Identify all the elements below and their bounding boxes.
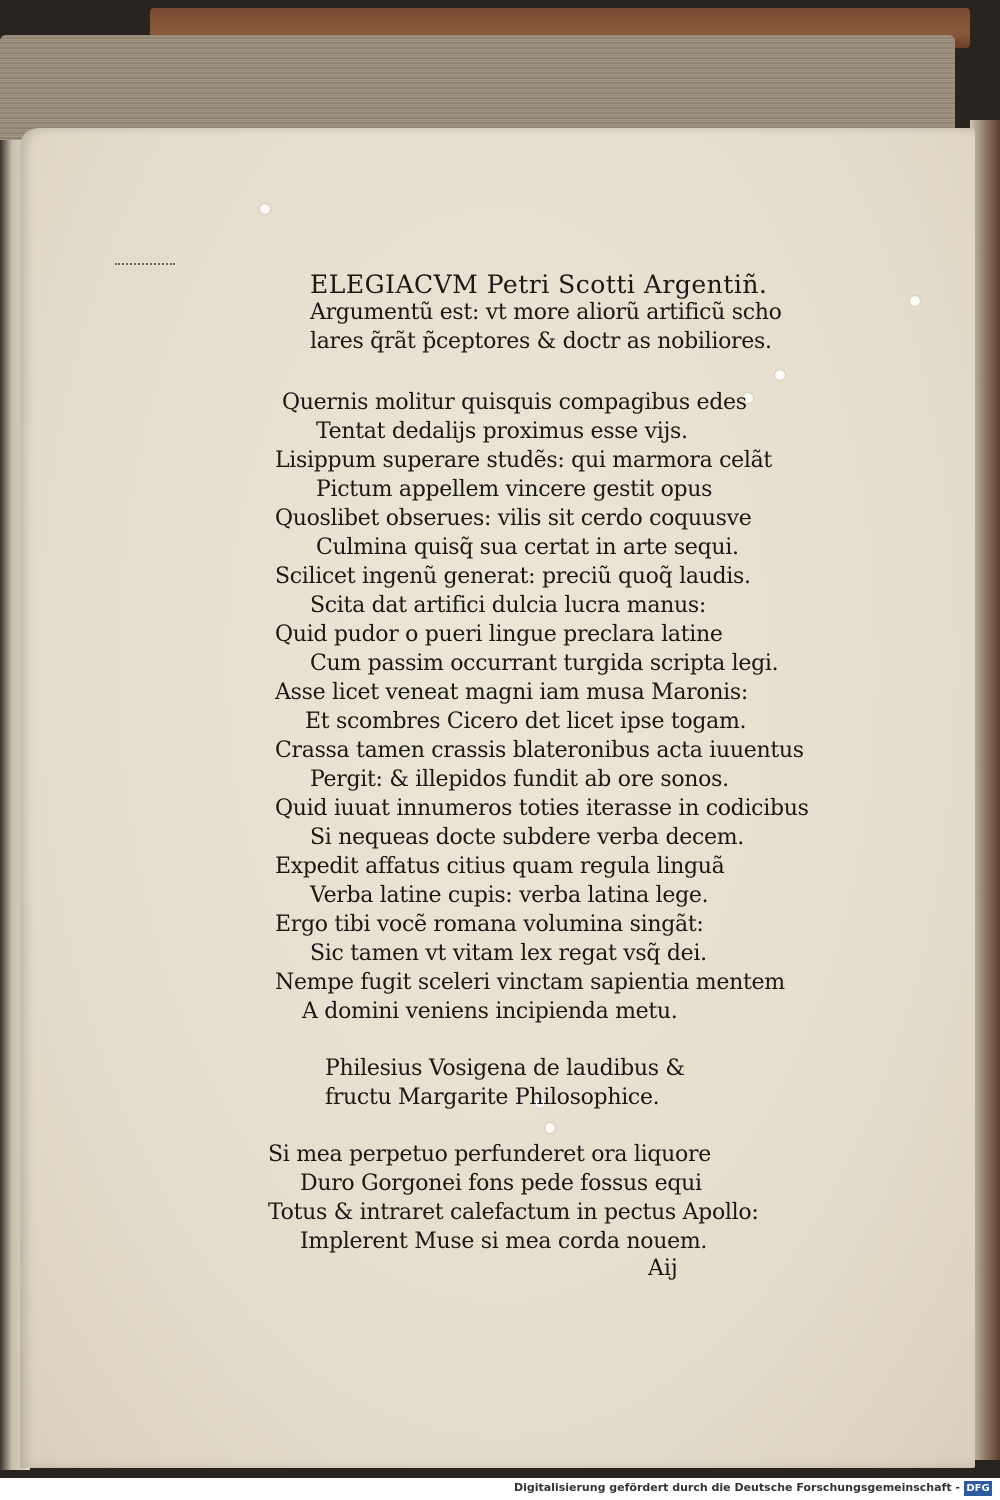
- section-heading-2: fructu Margarite Philosophice.: [325, 1085, 660, 1110]
- poem-line: Duro Gorgonei fons pede fossus equi: [300, 1171, 702, 1196]
- heading-title: ELEGIACVM Petri Scotti Argentiñ.: [310, 270, 768, 299]
- poem-line: Quoslibet obserues: vilis sit cerdo coquusve: [275, 506, 752, 531]
- poem-line: Si mea perpetuo perfunderet ora liquore: [268, 1142, 711, 1167]
- poem-line: Totus & intraret calefactum in pectus Apollo:: [268, 1200, 759, 1225]
- page-text: [20, 128, 975, 1468]
- poem-line: Quid pudor o pueri lingue preclara latine: [275, 622, 723, 647]
- poem-line: A domini veniens incipienda metu.: [302, 999, 678, 1024]
- dfg-logo: DFG: [964, 1481, 992, 1496]
- section-heading-1: Philesius Vosigena de laudibus &: [325, 1056, 685, 1081]
- poem-line: Expedit affatus citius quam regula linguã: [275, 854, 725, 879]
- poem-line: Ergo tibi vocẽ romana volumina singãt:: [275, 912, 704, 937]
- poem-line: Culmina quisq̃ sua certat in arte sequi.: [316, 535, 739, 560]
- footer-credit: Digitalisierung gefördert durch die Deutsche Forschungsgemeinschaft -: [513, 1481, 960, 1494]
- poem-line: Sic tamen vt vitam lex regat vsq̃ dei.: [310, 941, 707, 966]
- poem-line: Nempe fugit sceleri vinctam sapientia mentem: [275, 970, 785, 995]
- poem-line: Scita dat artifici dulcia lucra manus:: [310, 593, 706, 618]
- poem-line: Asse licet veneat magni iam musa Maronis:: [275, 680, 749, 705]
- heading-argument-1: Argumentũ est: vt more aliorũ artificũ scho: [310, 300, 782, 325]
- heading-argument-2: lares q̃rãt p̃ceptores & doctr as nobiliores.: [310, 329, 772, 354]
- poem-line: Pictum appellem vincere gestit opus: [316, 477, 713, 502]
- poem-line: Si nequeas docte subdere verba decem.: [310, 825, 744, 850]
- poem-line: Crassa tamen crassis blateronibus acta iuuentus: [275, 738, 804, 763]
- poem-line: Verba latine cupis: verba latina lege.: [310, 883, 709, 908]
- poem-line: Et scombres Cicero det licet ipse togam.: [305, 709, 747, 734]
- poem-line: Scilicet ingenũ generat: preciũ quoq̃ laudis.: [275, 564, 751, 589]
- poem-line: Pergit: & illepidos fundit ab ore sonos.: [310, 767, 729, 792]
- book-page: [20, 128, 975, 1468]
- poem-line: Implerent Muse si mea corda nouem.: [300, 1229, 708, 1254]
- poem-line: Tentat dedalijs proximus esse vijs.: [316, 419, 688, 444]
- poem-line: Lisippum superare studẽs: qui marmora celãt: [275, 448, 772, 473]
- poem-line: Quid iuuat innumeros toties iterasse in codicibus: [275, 796, 809, 821]
- poem-line: Quernis molitur quisquis compagibus edes: [282, 390, 747, 415]
- poem-line: Cum passim occurrant turgida scripta legi.: [310, 651, 779, 676]
- signature-mark: Aij: [648, 1256, 678, 1281]
